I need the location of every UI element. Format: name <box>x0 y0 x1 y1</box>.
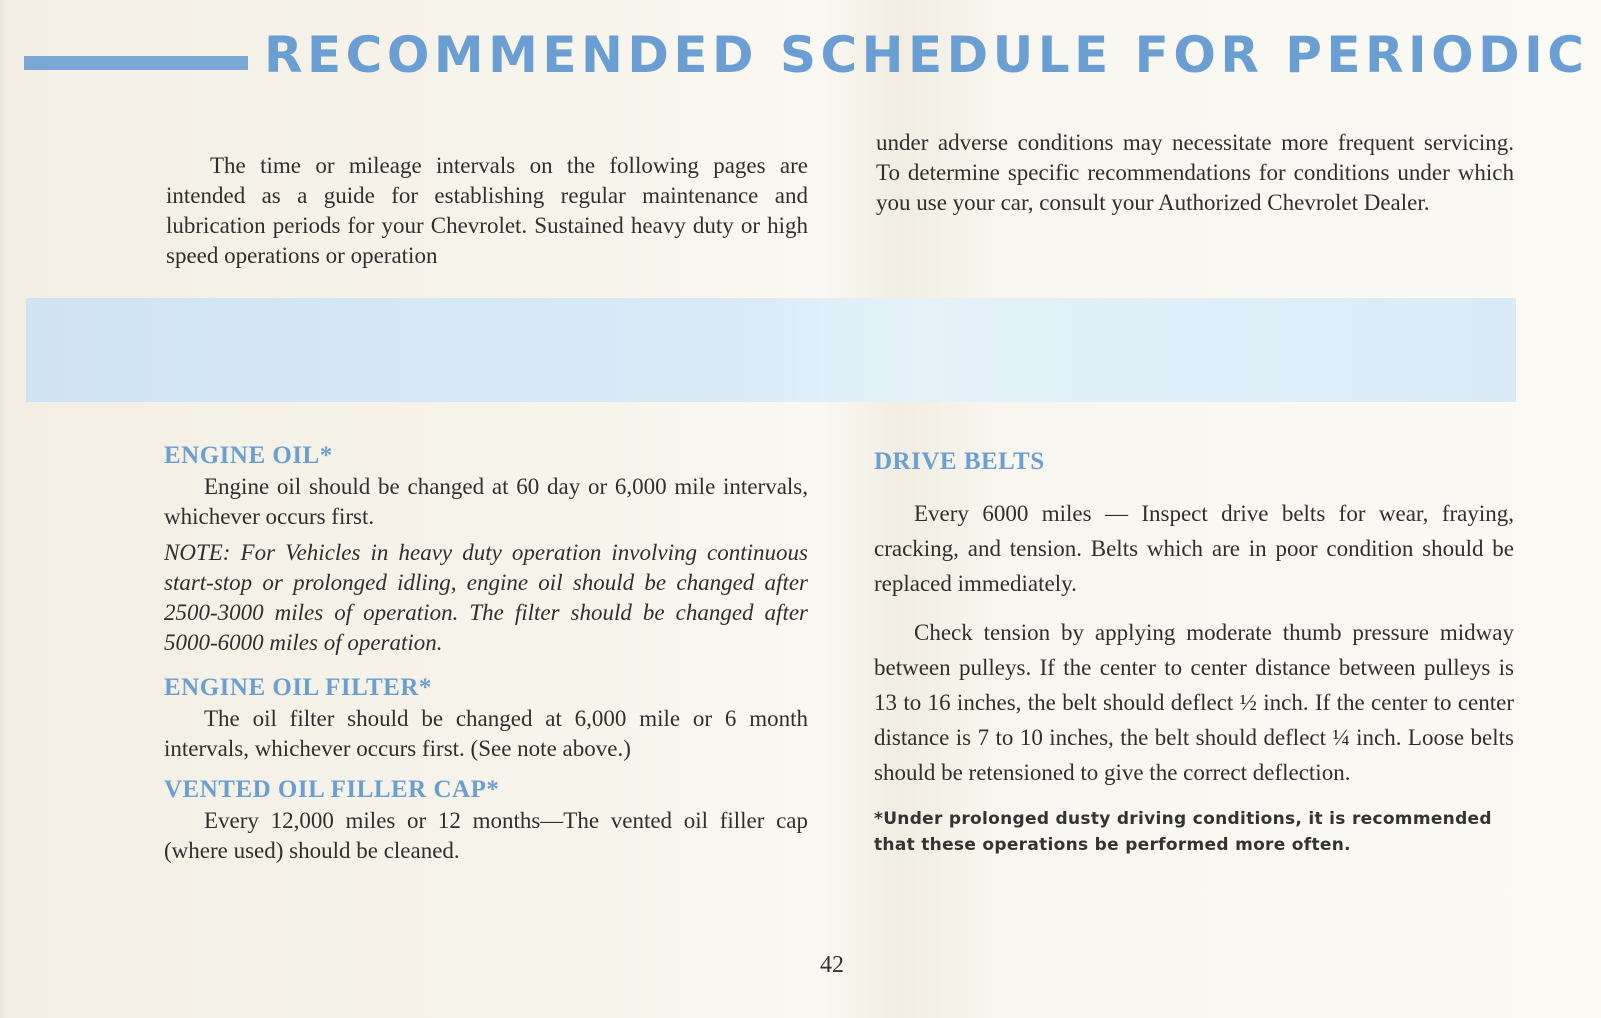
footnote: *Under prolonged dusty driving conditions, it is recommended that these operations be performed more often. <box>874 809 1492 855</box>
right-column <box>874 446 1514 875</box>
engine-oil-filter-text: The oil filter should be changed at 6,000 mile or 6 month intervals, whichever occurs first. (See note above.) <box>164 706 808 761</box>
vented-oil-filler-cap-heading: VENTED OIL FILLER CAP* <box>164 776 500 803</box>
left-column <box>164 440 808 866</box>
decorative-blue-band <box>26 298 1516 402</box>
engine-oil-note: NOTE: For Vehicles in heavy duty operation involving continuous start-stop or prolonged idling, engine oil should be changed after 2500-3000 miles of operation. The filter should be changed after 5000-6000 miles of operation. <box>164 540 808 655</box>
page-title: RECOMMENDED SCHEDULE FOR PERIODIC <box>264 26 1589 84</box>
engine-oil-text: Engine oil should be changed at 60 day or 6,000 mile intervals, whichever occurs first. <box>164 474 808 529</box>
page-edge-shadow <box>0 0 6 1018</box>
vented-oil-filler-cap-text: Every 12,000 miles or 12 months—The vented oil filler cap (where used) should be cleaned. <box>164 808 808 863</box>
engine-oil-filter-heading: ENGINE OIL FILTER* <box>164 674 432 701</box>
intro-paragraph-left: The time or mileage intervals on the following pages are intended as a guide for establishing regular maintenance and lubrication periods for your Chevrolet. Sustained heavy duty or high speed operations or operation <box>166 153 808 268</box>
drive-belts-paragraph-2: Check tension by applying moderate thumb pressure midway between pulleys. If the center to center distance between pulleys is 13 to 16 inches, the belt should deflect ½ inch. If the center to center distance is 7 to 10 inches, the belt should deflect ¼ inch. Loose belts should be retensioned to give the correct deflection. <box>874 620 1514 785</box>
spacer <box>164 658 808 672</box>
page-number: 42 <box>820 952 844 978</box>
drive-belts-heading: DRIVE BELTS <box>874 448 1045 475</box>
drive-belts-paragraph-1: Every 6000 miles — Inspect drive belts for wear, fraying, cracking, and tension. Belts which are in poor condition should be replaced immediately. <box>874 501 1514 596</box>
spacer <box>164 764 808 774</box>
header-rule <box>24 56 248 70</box>
engine-oil-heading: ENGINE OIL* <box>164 442 333 469</box>
spacer <box>874 601 1514 615</box>
intro-paragraph-right: under adverse conditions may necessitate more frequent servicing. To determine specific recommendations for conditions under which you use your car, consult your Authorized Chevrolet Dealer. <box>876 130 1514 215</box>
